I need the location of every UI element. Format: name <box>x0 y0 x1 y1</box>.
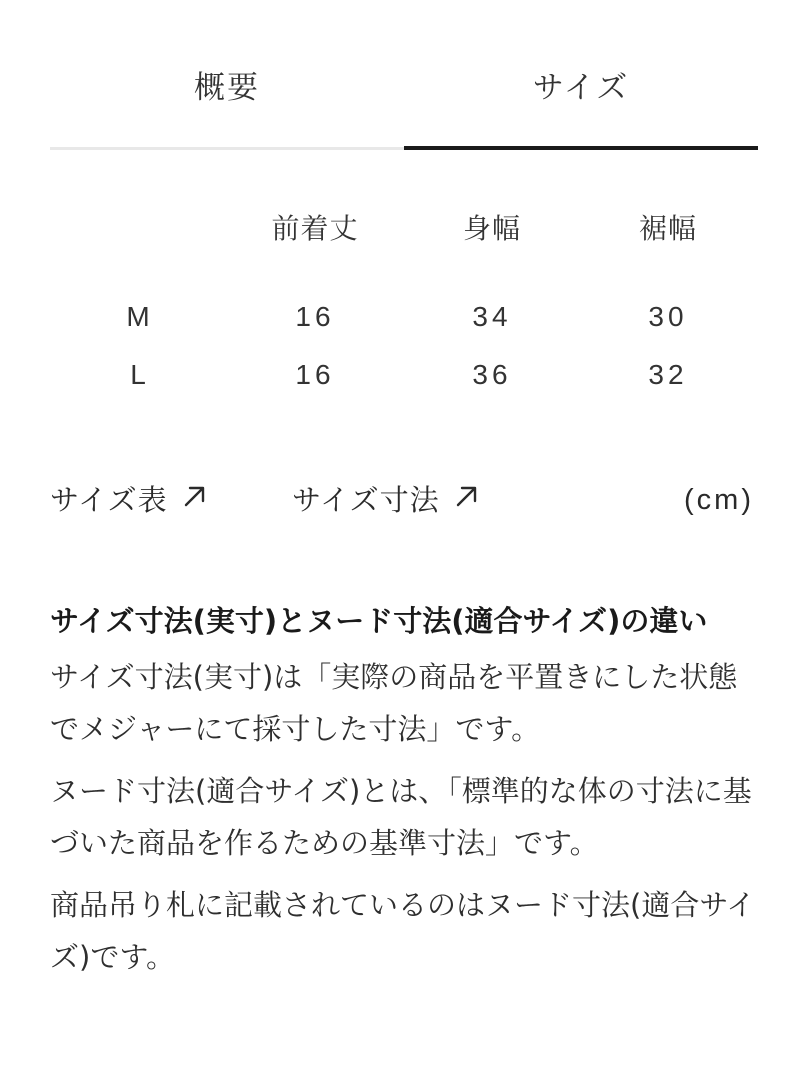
tab-size[interactable] <box>404 0 758 150</box>
table-cell: 36 <box>472 359 512 390</box>
table-cell: 34 <box>472 301 512 332</box>
tab-size-active-underline <box>404 146 758 150</box>
table-cell: 30 <box>648 301 688 332</box>
table-cell: 32 <box>648 359 688 390</box>
column-header-hem-width: 裾幅 <box>638 212 697 245</box>
tab-overview-underline <box>50 147 404 150</box>
size-chart-link[interactable] <box>50 478 208 522</box>
column-header-front-length: 前着丈 <box>271 212 359 245</box>
size-chart-link-label: サイズ表 <box>50 483 168 517</box>
row-label-m: M <box>126 301 150 332</box>
size-links-row <box>50 478 758 522</box>
tab-size-label: サイズ <box>532 70 630 106</box>
tab-overview-label: 概要 <box>194 70 260 106</box>
arrow-up-right-icon <box>182 477 208 521</box>
table-cell: 16 <box>295 359 335 390</box>
explanation-paragraph: サイズ寸法(実寸)は「実際の商品を平置きにした状態でメジャーにて採寸した寸法」です。 <box>50 660 738 746</box>
size-measurement-link[interactable] <box>292 478 480 522</box>
row-label-l: L <box>130 359 146 390</box>
tab-overview[interactable] <box>50 0 404 150</box>
explanation-title: サイズ寸法(実寸)とヌード寸法(適合サイズ)の違い <box>50 604 708 638</box>
size-measurement-link-label: サイズ寸法 <box>292 483 440 517</box>
size-explanation <box>50 596 762 983</box>
explanation-paragraph: ヌード寸法(適合サイズ)とは、「標準的な体の寸法に基づいた商品を作るための基準寸法」です。 <box>50 774 752 860</box>
arrow-up-right-icon <box>454 477 480 521</box>
column-header-body-width: 身幅 <box>462 212 521 245</box>
table-cell: 16 <box>295 301 335 332</box>
explanation-paragraph: 商品吊り札に記載されているのはヌード寸法(適合サイズ)です。 <box>50 888 756 974</box>
unit-label: (cm) <box>684 484 754 516</box>
tab-bar <box>50 0 758 150</box>
